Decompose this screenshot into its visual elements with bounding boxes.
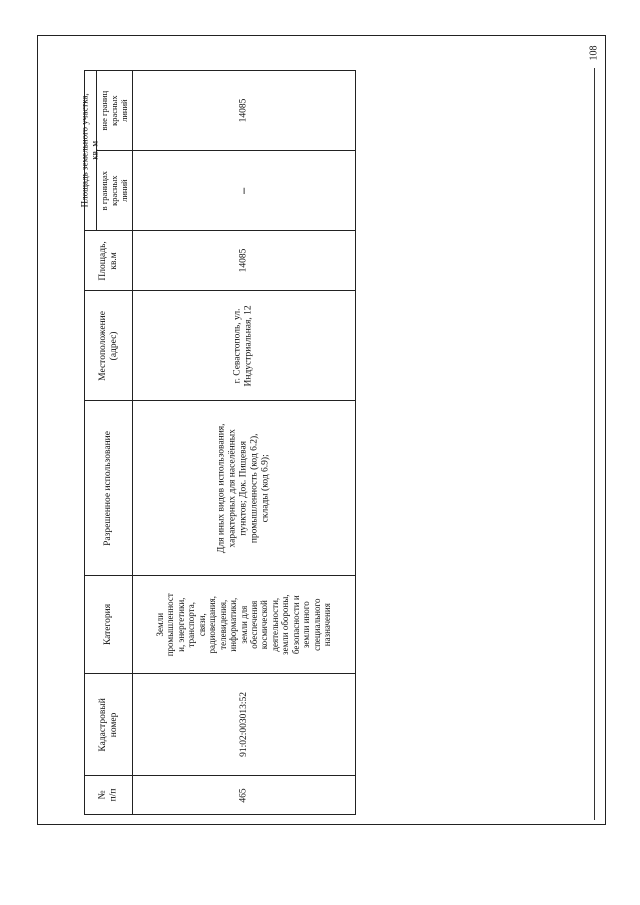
- table-border-bottom: [84, 814, 356, 815]
- header-plot-area: Площадь земельного участка, кв. м: [80, 93, 101, 208]
- header-outside-red-lines: вне границ красных линий: [98, 90, 129, 131]
- header-cadastral-number: Кадастровый номер: [97, 697, 119, 752]
- table-border-right: [355, 70, 356, 815]
- header-row-number: № п/п: [97, 788, 119, 802]
- cell-row-number: 465: [238, 787, 249, 803]
- page-number: 108: [588, 45, 600, 61]
- cell-area: 14085: [238, 248, 249, 273]
- header-area: Площадь, кв.м: [97, 240, 119, 281]
- header-category: Категория: [103, 603, 114, 646]
- cell-category: Земли промышленност и, энергетики, транспорта, связи, радиовещания, телевидения, информатики, земли для обеспечения космической деятельности, земли обороны, безопасности и земли иного специального назначения: [155, 592, 333, 657]
- header-permitted-use: Разрешенное использование: [103, 430, 114, 546]
- cell-outside-red-lines: 14085: [238, 98, 249, 123]
- cell-within-red-lines: –: [236, 187, 251, 194]
- header-location: Местоположение (адрес): [97, 310, 119, 381]
- cell-location: г. Севастополь, ул. Индустриальная, 12: [233, 304, 254, 387]
- cell-permitted-use: Для иных видов использования, характерных для населённых пунктов; Док. Пищевая промышленность (код 6.2), склады (код 6.9);: [216, 423, 271, 553]
- header-within-red-lines: в границах красных линий: [98, 170, 129, 211]
- land-plot-table: [80, 70, 356, 815]
- margin-rule: [594, 68, 595, 820]
- cell-cadastral-number: 91:02:003013:52: [238, 692, 249, 757]
